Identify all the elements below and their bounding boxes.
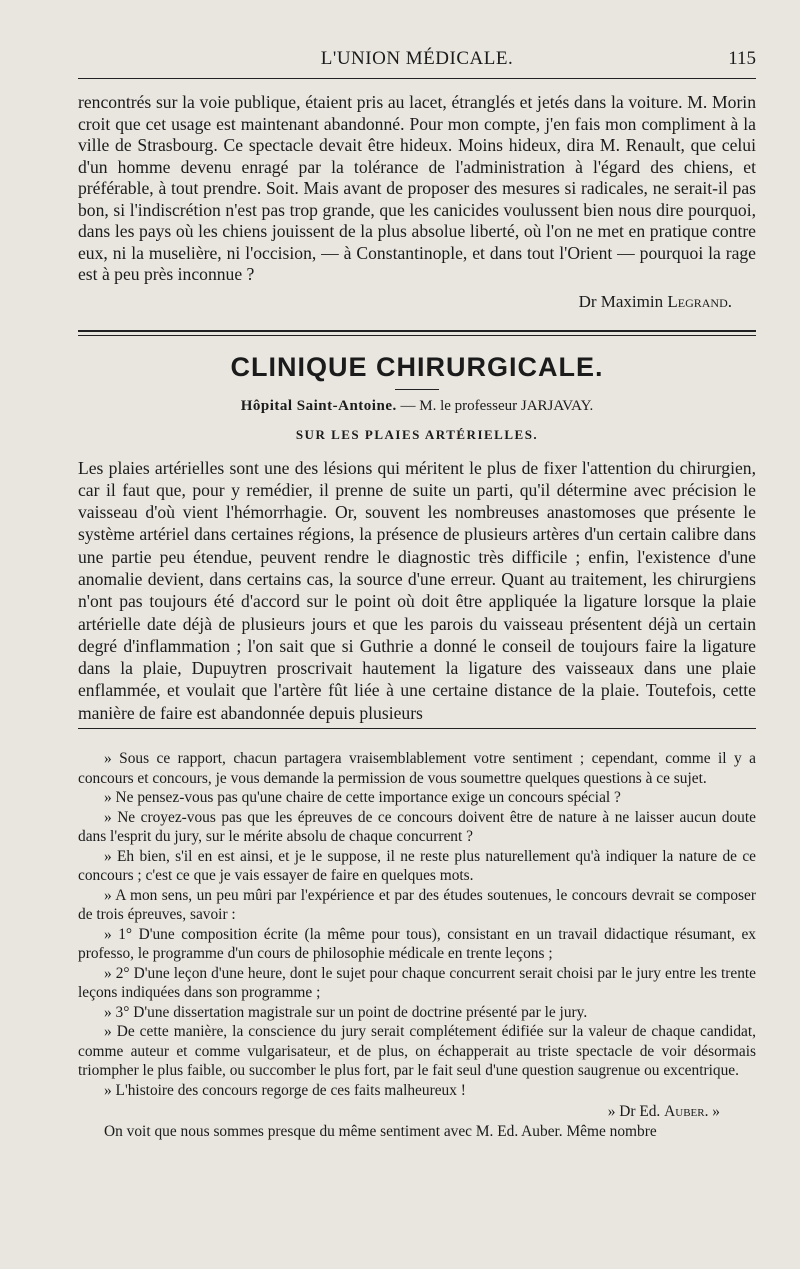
section-title: CLINIQUE CHIRURGICALE. xyxy=(230,351,604,382)
quote-paragraph: » 3° D'une dissertation magistrale sur un point de doctrine présenté par le jury. xyxy=(104,1003,588,1021)
quote-paragraph: » De cette manière, la conscience du jury serait complétement édifiée sur la valeur de chaque candidat, comme auteur et comme vulgarisateur, et de plus, on échapperait au triste spectacle de voir désormais triompher le plus faible, ou succomber le plus fort, par le fait seul d'une question saugrenue ou excentrique. xyxy=(78,1023,756,1080)
section-divider xyxy=(78,330,756,336)
quote-paragraph: » L'histoire des concours regorge de ces faits malheureux ! xyxy=(104,1081,466,1099)
author-signature xyxy=(78,292,732,314)
quoted-letter xyxy=(78,749,756,1141)
quote-paragraph: » 2° D'une leçon d'une heure, dont le sujet pour chaque concurrent serait choisi par le jury entre les trente leçons indiquées dans son programme ; xyxy=(78,964,756,1002)
running-title: L'UNION MÉDICALE. xyxy=(320,48,514,69)
footnote-rule xyxy=(78,728,756,729)
quote-signature-name: Auber. xyxy=(664,1103,709,1121)
signature-name: Legrand. xyxy=(667,291,732,311)
professor-name: — M. le professeur JARJAVAY. xyxy=(396,397,594,414)
quote-paragraph: » A mon sens, un peu mûri par l'expérience et par des études soutenues, le concours devrait se composer de trois épreuves, savoir : xyxy=(78,886,756,924)
signature-prefix: Dr Maximin xyxy=(578,291,668,311)
quote-paragraph: » Ne pensez-vous pas qu'une chaire de cette importance exige un concours spécial ? xyxy=(104,789,621,807)
page-number: 115 xyxy=(728,48,756,69)
header-rule xyxy=(78,78,756,79)
hospital-line xyxy=(78,398,756,415)
quote-paragraph: » Eh bien, s'il en est ainsi, et je le suppose, il ne reste plus naturellement qu'à indiquer la nature de ce concours ; c'est ce que je vais essayer de faire en quelques mots. xyxy=(78,847,756,885)
lead-paragraph: rencontrés sur la voie publique, étaient pris au lacet, étranglés et jetés dans la voiture. M. Morin croit que cet usage est maintenant abandonné. Pour mon compte, j'en fais mon compliment à la ville de Strasbourg. Ce spectacle devait être hideux. Moins hideux, dira M. Renault, que celui d'un homme devenu enragé par la tolérance de l'administration à l'égard des chiens, et préférable, à tout prendre. Soit. Mais avant de proposer des mesures si radicales, ne serait-il pas bon, si l'indiscrétion n'est pas trop grande, que les canicides voulussent bien nous dire pourquoi, dans les pays où les chiens jouissent de la plus absolue liberté, où l'on ne met en pratique contre eux, ni la muselière, ni l'occision, — à Constantinople, et dans tout l'Orient — pourquoi la rage est à peu près inconnue ? xyxy=(78,92,756,284)
quote-signature-suffix: » xyxy=(708,1103,720,1121)
title-underline xyxy=(395,389,439,390)
quote-signature xyxy=(78,1102,720,1122)
quote-signature-prefix: » Dr Ed. xyxy=(607,1103,665,1121)
quote-paragraph: » Ne croyez-vous pas que les épreuves de ce concours doivent être de nature à ne laisser aucun doute dans l'esprit du jury, sur le mérite absolu de chaque concurrent ? xyxy=(78,808,756,846)
quote-paragraph: » Sous ce rapport, chacun partagera vraisemblablement votre sentiment ; cependant, comme il y a concours et concours, je vous demande la permission de vous soumettre quelques questions à ce sujet. xyxy=(78,750,756,787)
article-subheading: SUR LES PLAIES ARTÉRIELLES. xyxy=(295,426,539,442)
hospital-name: Hôpital Saint-Antoine. xyxy=(240,397,397,414)
running-header xyxy=(78,0,756,80)
article-body: Les plaies artérielles sont une des lésions qui méritent le plus de fixer l'attention du chirurgien, car il faut que, pour y remédier, il prenne de suite un parti, qu'il détermine avec précision le vaisseau d'où vient l'hémorrhagie. Or, souvent les nombreuses anastomoses que présente le système artériel dans certaines régions, la présence de plusieurs artères d'un certain calibre dans une partie peu étendue, peuvent rendre le diagnostic très difficile ; enfin, l'existence d'une anomalie devient, dans certains cas, la source d'une erreur. Quant au traitement, les chirurgiens n'ont pas toujours été d'accord sur le point où doit être appliquée la ligature lorsque la plaie artérielle date déjà de plusieurs jours et que les parois du vaisseau présentent déjà un certain degré d'inflammation ; l'on sait que si Guthrie a donné le conseil de toujours faire la ligature dans la plaie, Dupuytren proscrivait hautement la ligature des vaisseaux dans une plaie enflammée, et voulait que l'artère fût liée à une certaine distance de la plaie. Toutefois, cette manière de faire est abandonnée depuis plusieurs xyxy=(78,457,756,723)
quote-paragraph: » 1° D'une composition écrite (la même pour tous), consistant en un travail didactique résumant, ex professo, le programme d'un cours de philosophie médicale en trente leçons ; xyxy=(78,925,756,963)
closing-line: On voit que nous sommes presque du même sentiment avec M. Ed. Auber. Même nombre xyxy=(104,1122,657,1140)
